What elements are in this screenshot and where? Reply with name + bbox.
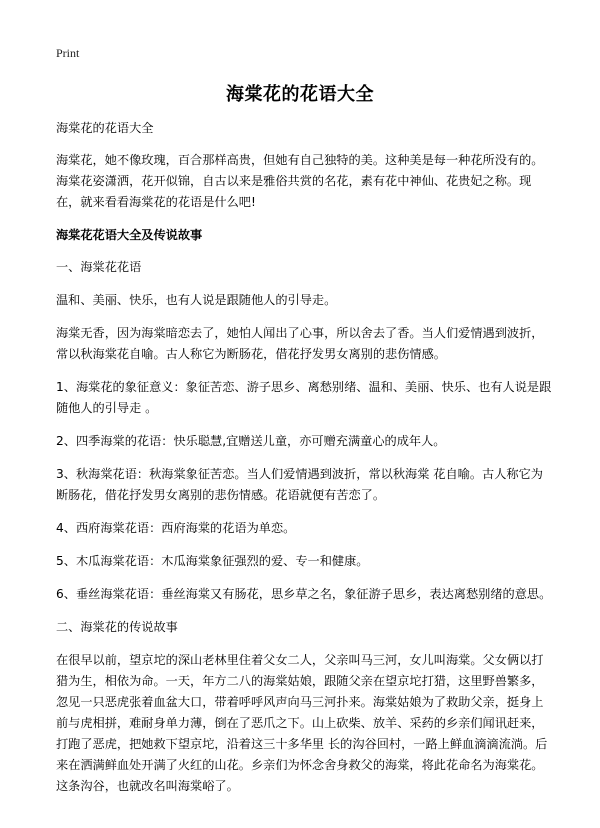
list-item-5: 5、木瓜海棠花语：木瓜海棠象征强烈的爱、专一和健康。: [56, 554, 369, 568]
paragraph-2: 海棠无香，因为海棠暗恋去了，她怕人闻出了心事，所以舍去了香。当人们爱情遇到波折，常以秋海棠花自喻。古人称它为断肠花，借花抒发男女离别的悲伤情感。: [56, 326, 544, 361]
article-subtitle: 海棠花的花语大全: [56, 121, 154, 135]
part2-heading: 二、海棠花的传说故事: [56, 620, 178, 634]
page-title: 海棠花的花语大全: [226, 84, 374, 105]
list-item-3: 3、秋海棠花语：秋海棠象征苦恋。当人们爱情遇到波折，常以秋海棠 花自喻。古人称它为断肠花，借花抒发男女离别的悲伤情感。花语就便有苦恋了。: [56, 467, 543, 502]
list-item-1: 1、海棠花的象征意义：象征苦恋、游子思乡、离愁别绪、温和、美丽、快乐、也有人说是跟随他人的引导走 。: [56, 380, 552, 415]
list-item-4: 4、西府海棠花语：西府海棠的花语为单恋。: [56, 521, 296, 535]
story-paragraph: 在很早以前，望京坨的深山老林里住着父女二人，父亲叫马三河，女儿叫海棠。父女俩以打猎为生，相依为命。一天，年方二八的海棠姑娘，跟随父亲在望京坨打猎，这里野兽繁多，忽见一只恶虎张着血盆大口，带着呼呼风声向马三河扑来。海棠姑娘为了救助父亲，挺身上前与虎相拼，难耐身单力薄，倒在了恶爪之下。山上砍柴、放羊、采药的乡亲们闻讯赶来，打跑了恶虎，把她救下望京坨，沿着这三十多华里 长的沟谷回村，一路上鲜血滴滴流淌。后来在洒满鲜血处开满了火红的山花。乡亲们为怀念舍身救父的海棠，将此花命名为海棠花。这条沟谷，也就改名叫海棠峪了。: [56, 653, 548, 793]
list-item-6: 6、垂丝海棠花语：垂丝海棠又有肠花，思乡草之名，象征游子思乡，表达离愁别绪的意思。: [56, 587, 552, 601]
article-body: [56, 118, 554, 809]
intro-paragraph: 海棠花，她不像玫瑰，百合那样高贵，但她有自己独特的美。这种美是每一种花所没有的。海棠花姿潇洒，花开似锦，自古以来是雅俗共赏的名花，素有花中神仙、花贵妃之称。现在，就来看看海棠花的花语是什么吧!: [56, 153, 544, 209]
paragraph-1: 温和、美丽、快乐，也有人说是跟随他人的引导走。: [56, 293, 337, 307]
part1-heading: 一、海棠花花语: [56, 260, 142, 274]
print-link[interactable]: Print: [56, 46, 80, 60]
section-heading: 海棠花花语大全及传说故事: [56, 228, 203, 242]
list-item-2: 2、四季海棠的花语：快乐聪慧,宜赠送儿童，亦可赠充满童心的成年人。: [56, 434, 446, 448]
